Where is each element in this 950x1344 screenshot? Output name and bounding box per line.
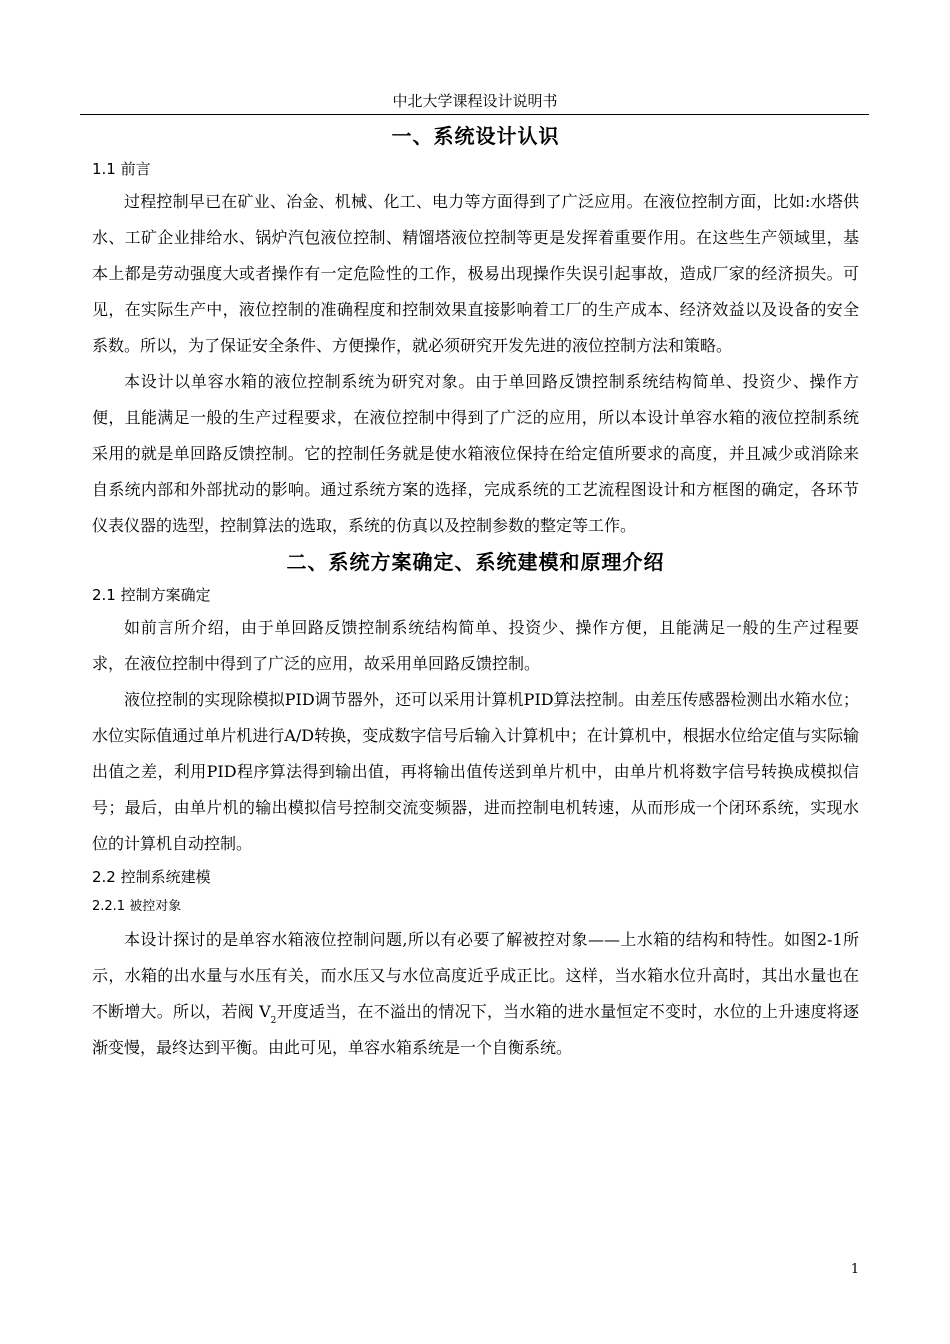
body-paragraph: 本设计以单容水箱的液位控制系统为研究对象。由于单回路反馈控制系统结构简单、投资少、操作方便，且能满足一般的生产过程要求，在液位控制中得到了广泛的应用，所以本设计单容水箱的液位控制系统采用的就是单回路反馈控制。它的控制任务就是使水箱液位保持在给定值所要求的高度，并且减少或消除来自系统内部和外部扰动的影响。通过系统方案的选择，完成系统的工艺流程图设计和方框图的确定，各环节仪表仪器的选型，控制算法的选取，系统的仿真以及控制参数的整定等工作。 [92, 372, 859, 535]
body-paragraph: 过程控制早已在矿业、冶金、机械、化工、电力等方面得到了广泛应用。在液位控制方面，比如:水塔供水、工矿企业排给水、锅炉汽包液位控制、精馏塔液位控制等更是发挥着重要作用。在这些生产领域里，基本上都是劳动强度大或者操作有一定危险性的工作，极易出现操作失误引起事故，造成厂家的经济损失。可见，在实际生产中，液位控制的准确程度和控制效果直接影响着工厂的生产成本、经济效益以及设备的安全系数。所以，为了保证安全条件、方便操作，就必须研究开发先进的液位控制方法和策略。 [92, 192, 859, 355]
document-header-title: 中北大学课程设计说明书 [392, 92, 558, 110]
subsubsection-2-2-1-title: 2.2.1 被控对象 [92, 899, 182, 914]
body-paragraph: 液位控制的实现除模拟PID调节器外，还可以采用计算机PID算法控制。由差压传感器检测出水箱水位；水位实际值通过单片机进行A/D转换，变成数字信号后输入计算机中；在计算机中，根据水位给定值与实际输出值之差，利用PID程序算法得到输出值，再将输出值传送到单片机中，由单片机将数字信号转换成模拟信号；最后，由单片机的输出模拟信号控制交流变频器，进而控制电机转速，从而形成一个闭环系统，实现水位的计算机自动控制。 [92, 690, 859, 853]
valve-subscript: 2 [270, 1016, 277, 1026]
paragraph-text-before-subscript: 本设计探讨的是单容水箱液位控制问题,所以有必要了解被控对象——上水箱的结构和特性。如图2-1所示，水箱的出水量与水压有关，而水压又与水位高度近乎成正比。这样，当水箱水位升高时，其出水量也在不断增大。所以，若阀 V [92, 930, 859, 1021]
subsection-2-2-title: 2.2 控制系统建模 [92, 868, 211, 886]
subsection-1-1-title: 1.1 前言 [92, 160, 151, 178]
section-1-title: 一、系统设计认识 [391, 124, 560, 148]
body-paragraph [92, 922, 859, 1066]
section-2-title: 二、系统方案确定、系统建模和原理介绍 [286, 550, 665, 574]
header-divider [80, 114, 869, 115]
page-number: 1 [850, 1262, 860, 1277]
body-paragraph: 如前言所介绍，由于单回路反馈控制系统结构简单、投资少、操作方便，且能满足一般的生产过程要求，在液位控制中得到了广泛的应用，故采用单回路反馈控制。 [92, 618, 859, 673]
page-body [92, 118, 859, 1066]
subsection-2-1-title: 2.1 控制方案确定 [92, 586, 211, 604]
paragraph-text-after-subscript: 开度适当，在不溢出的情况下，当水箱的进水量恒定不变时，水位的上升速度将逐渐变慢，最终达到平衡。由此可见，单容水箱系统是一个自衡系统。 [92, 1002, 859, 1057]
